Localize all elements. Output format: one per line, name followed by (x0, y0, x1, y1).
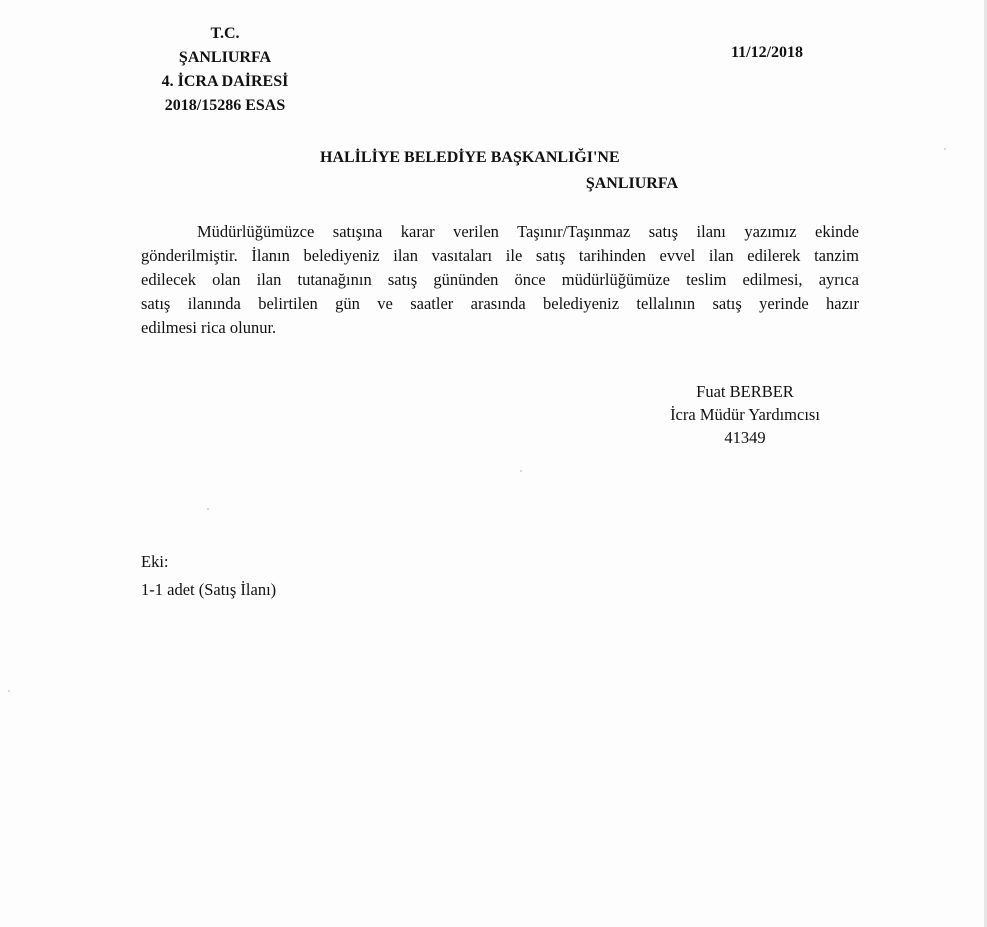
document-date: 11/12/2018 (731, 44, 804, 61)
scan-speck (944, 148, 946, 150)
recipient-city: ŞANLIURFA (585, 175, 678, 192)
attachment-item: 1-1 adet (Satış İlanı) (141, 580, 277, 599)
body-line: edilmesi rica olunur. (141, 318, 277, 337)
body-line: Müdürlüğümüzce satışına karar verilen Taşınır/Taşınmaz satış ilanı yazımız ekinde (197, 222, 859, 241)
header-file-number: 2018/15286 ESAS (164, 97, 286, 114)
scan-speck (520, 470, 522, 472)
recipient-block (320, 145, 680, 197)
body-line: gönderilmiştir. İlanın belediyeniz ilan vasıtaları ile satış tarihinden evvel ilan edilerek tanzim (141, 246, 859, 265)
header-office: 4. İCRA DAİRESİ (161, 73, 289, 90)
header-city: ŞANLIURFA (178, 49, 272, 66)
attachments-block (141, 548, 276, 604)
recipient-name: HALİLİYE BELEDİYE BAŞKANLIĞI'NE (320, 149, 620, 166)
attachments-label: Eki: (141, 552, 169, 571)
body-line: satış ilanında belirtilen gün ve saatler arasında belediyeniz tellalının satış yerinde hazır (141, 294, 859, 313)
signature-block (640, 380, 850, 449)
signatory-number: 41349 (724, 428, 766, 447)
header-country: T.C. (210, 25, 240, 42)
letter-body (141, 220, 859, 340)
signatory-title: İcra Müdür Yardımcısı (670, 405, 820, 424)
body-line: edilecek olan ilan tutanağının satış gününden önce müdürlüğümüze teslim edilmesi, ayrıca (141, 270, 859, 289)
scan-speck (8, 690, 10, 692)
signatory-name: Fuat BERBER (696, 382, 794, 401)
issuer-header (120, 22, 330, 118)
scan-speck (207, 508, 209, 510)
